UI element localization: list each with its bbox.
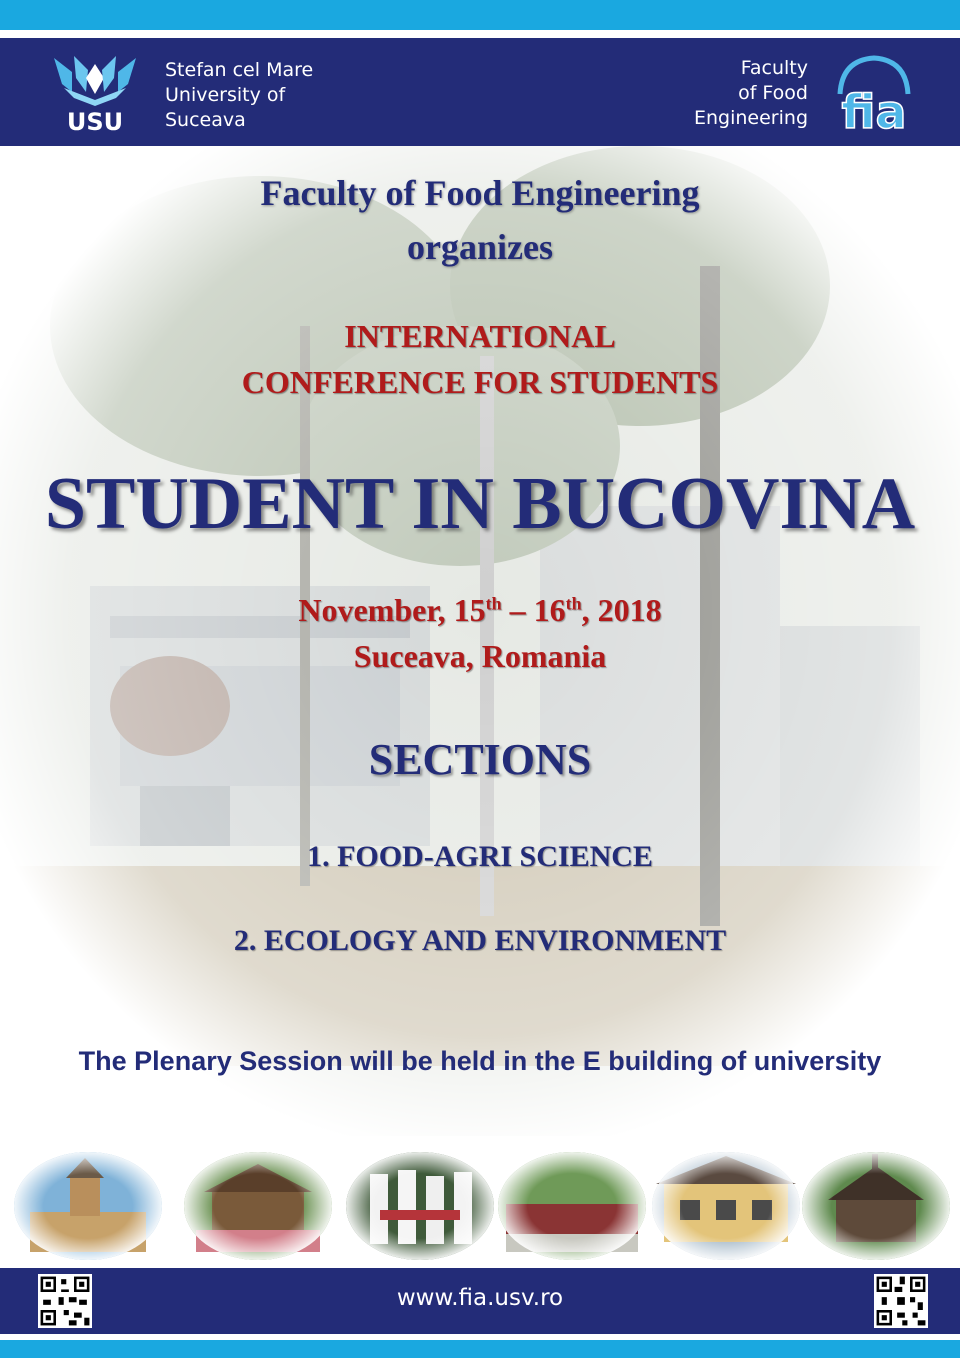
university-name-line: Stefan cel Mare [165, 59, 314, 81]
sections-heading: SECTIONS [368, 735, 592, 784]
fia-logo-icon [834, 54, 914, 134]
section-item: 1. FOOD-AGRI SCIENCE [307, 840, 653, 873]
university-name-line: University of [165, 84, 286, 106]
conference-type-line2: CONFERENCE FOR STUDENTS [241, 364, 719, 400]
usu-logo-icon [52, 54, 138, 134]
usu-logo-text: USU [66, 108, 124, 134]
photo-wooden-church [802, 1152, 950, 1260]
faculty-name-line: Faculty [740, 57, 808, 79]
top-stripe-gap [0, 30, 960, 38]
event-title: STUDENT IN BUCOVINA [44, 463, 916, 545]
top-accent-stripe [0, 0, 960, 30]
plenary-note: The Plenary Session will be held in the E building of university [78, 1046, 882, 1076]
event-location: Suceava, Romania [353, 638, 607, 674]
photo-folk-dancers [346, 1152, 494, 1260]
qr-code-icon [874, 1274, 928, 1328]
photo-painted-building [652, 1152, 800, 1260]
photo-monastery [14, 1152, 162, 1260]
date-part: , 2018 [581, 592, 662, 628]
faculty-name-line: of Food [738, 82, 808, 104]
organizer-subtitle: organizes [407, 227, 553, 267]
faculty-name [694, 56, 808, 131]
date-part: – 16 [501, 592, 566, 628]
section-item: 2. ECOLOGY AND ENVIRONMENT [233, 924, 727, 957]
photo-wooden-house [184, 1152, 332, 1260]
date-part: November, 15 [298, 592, 486, 628]
fia-logo-text: fia [841, 85, 907, 134]
date-superscript: th [485, 593, 502, 614]
header-banner [0, 38, 960, 146]
organizer-title: Faculty of Food Engineering [260, 173, 700, 213]
university-name-line: Suceava [165, 109, 246, 131]
footer-banner [0, 1268, 960, 1334]
photo-strip [0, 1150, 960, 1262]
conference-type-line1: INTERNATIONAL [344, 318, 616, 354]
bottom-accent-stripe [0, 1340, 960, 1358]
date-superscript: th [565, 593, 582, 614]
website-link[interactable]: www.fia.usv.ro [396, 1285, 564, 1311]
photo-festival-crowd [498, 1152, 646, 1260]
university-name [165, 58, 313, 133]
event-date [0, 592, 960, 629]
faculty-name-line: Engineering [694, 107, 808, 129]
